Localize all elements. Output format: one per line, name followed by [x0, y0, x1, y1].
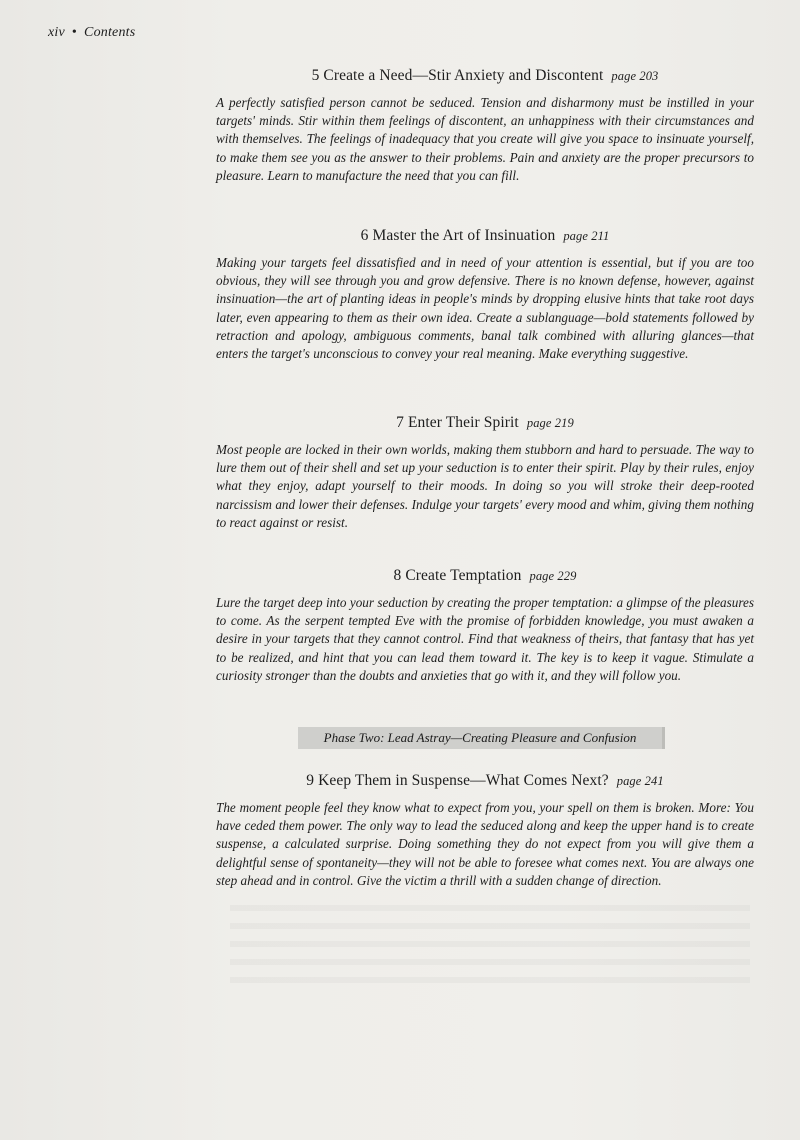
- chapter-title-text: 9 Keep Them in Suspense—What Comes Next?: [306, 772, 609, 789]
- chapter-summary: A perfectly satisfied person cannot be seduced. Tension and disharmony must be instilled in your targets' minds. Stir within them feelings of discontent, an unhappiness with their circumstances and with themselves. The feelings of inadequacy that you create will give you space to insinuate yourself, to make them see you as the answer to their problems. Pain and anxiety are the proper precursors to pleasure. Learn to manufacture the need that you can fill.: [216, 95, 754, 183]
- chapter-page-ref: page 219: [526, 416, 574, 430]
- chapter-summary: The moment people feel they know what to expect from you, your spell on them is broken. More: You have ceded them power. The only way to lead the seduced along and keep the upper hand is to create suspense, a calculated surprise. Doing something they do not expect from you will give them a delightful sense of spontaneity—they will not be able to foresee what comes next. You are always one step ahead and in control. Give the victim a thrill with a sudden change of direction.: [216, 800, 754, 888]
- chapter-title-text: 7 Enter Their Spirit: [396, 414, 519, 431]
- chapter-title: [216, 567, 754, 585]
- phase-banner: Phase Two: Lead Astray—Creating Pleasure and Confusion: [298, 727, 665, 749]
- chapter-page-ref: page 241: [616, 774, 664, 788]
- chapter-title-text: 8 Create Temptation: [393, 567, 522, 584]
- running-head: [48, 25, 135, 41]
- chapter-5-entry: [216, 67, 754, 185]
- chapter-page-ref: page 203: [611, 69, 659, 83]
- chapter-title-text: 6 Master the Art of Insinuation: [360, 227, 556, 244]
- chapter-summary: Most people are locked in their own worlds, making them stubborn and hard to persuade. The way to lure them out of their shell and set up your seduction is to enter their spirit. Play by their rules, enjoy what they enjoy, adapt yourself to their moods. In doing so you will stroke their deep-rooted narcissism and lower their defenses. Indulge your targets' every mood and whim, giving them nothing to react against or resist.: [216, 442, 754, 530]
- chapter-title: [216, 67, 754, 85]
- chapter-7-entry: [216, 414, 754, 532]
- chapter-9-entry: [216, 772, 754, 890]
- chapter-title: [216, 772, 754, 790]
- bullet-separator: •: [71, 25, 78, 40]
- show-through-shadow: [230, 905, 750, 995]
- page-number: xiv: [48, 25, 65, 40]
- chapter-title: [216, 414, 754, 432]
- chapter-8-entry: [216, 567, 754, 685]
- chapter-page-ref: page 211: [563, 229, 610, 243]
- chapter-summary: Lure the target deep into your seduction by creating the proper temptation: a glimpse of the pleasures to come. As the serpent tempted Eve with the promise of forbidden knowledge, you must awaken a desire in your targets that they cannot control. Find that weakness of theirs, that fantasy that has yet to be realized, and hint that you can lead them toward it. The key is to keep it vague. Stimulate a curiosity stronger than the doubts and anxieties that go with it, and they will follow you.: [216, 595, 754, 683]
- chapter-page-ref: page 229: [529, 569, 577, 583]
- chapter-summary: Making your targets feel dissatisfied and in need of your attention is essential, but if you are too obvious, they will see through you and grow defensive. There is no known defense, however, against insinuation—the art of planting ideas in people's minds by dropping elusive hints that take root days later, even appearing to them as their own idea. Create a sublanguage—bold statements followed by retraction and apology, ambiguous comments, banal talk combined with alluring glances—that enters the target's unconscious to convey your real meaning. Make everything suggestive.: [216, 255, 754, 362]
- chapter-title-text: 5 Create a Need—Stir Anxiety and Discontent: [311, 67, 604, 84]
- section-name: Contents: [84, 25, 136, 40]
- chapter-6-entry: [216, 227, 754, 363]
- chapter-title: [216, 227, 754, 245]
